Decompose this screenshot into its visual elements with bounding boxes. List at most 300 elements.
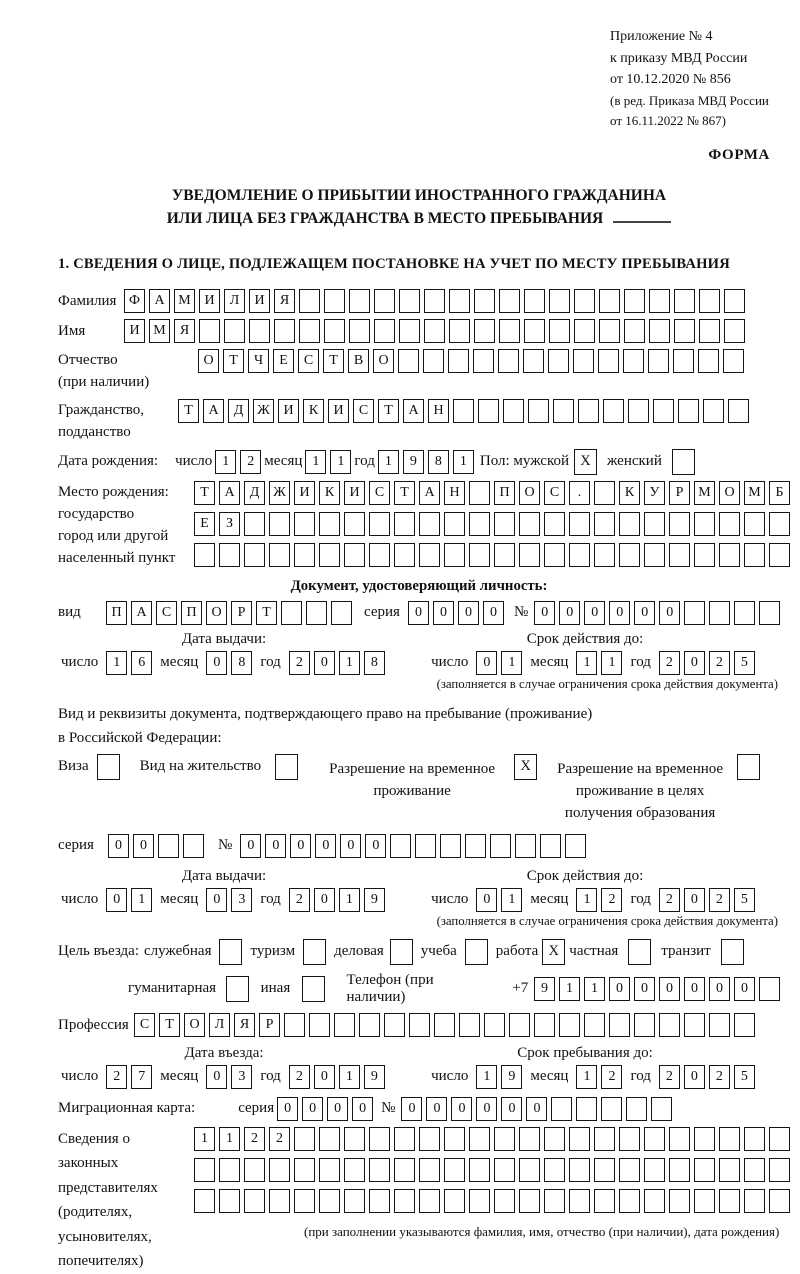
char-box[interactable] <box>444 1127 465 1151</box>
char-box[interactable] <box>399 289 420 313</box>
char-box[interactable] <box>619 1158 640 1182</box>
char-box[interactable]: З <box>219 512 240 536</box>
char-box[interactable]: 2 <box>269 1127 290 1151</box>
char-box[interactable] <box>524 319 545 343</box>
char-box[interactable]: 0 <box>433 601 454 625</box>
char-box[interactable] <box>444 512 465 536</box>
char-box[interactable] <box>284 1013 305 1037</box>
char-box[interactable]: 0 <box>609 601 630 625</box>
char-box[interactable]: 1 <box>330 450 351 474</box>
char-box[interactable] <box>440 834 461 858</box>
char-box[interactable] <box>474 289 495 313</box>
char-box[interactable] <box>699 319 720 343</box>
char-box[interactable]: Ч <box>248 349 269 373</box>
char-box[interactable] <box>624 319 645 343</box>
char-box[interactable] <box>269 512 290 536</box>
char-box[interactable]: 0 <box>501 1097 522 1121</box>
char-box[interactable] <box>549 319 570 343</box>
char-box[interactable] <box>544 1158 565 1182</box>
char-box[interactable] <box>299 319 320 343</box>
char-box[interactable] <box>369 1158 390 1182</box>
char-box[interactable]: 0 <box>314 651 335 675</box>
char-box[interactable]: 0 <box>327 1097 348 1121</box>
char-box[interactable]: 2 <box>601 1065 622 1089</box>
char-box[interactable]: А <box>219 481 240 505</box>
char-box[interactable] <box>309 1013 330 1037</box>
char-box[interactable] <box>744 1158 765 1182</box>
char-box[interactable] <box>598 349 619 373</box>
char-box[interactable] <box>419 1158 440 1182</box>
char-box[interactable] <box>759 977 780 1001</box>
char-box[interactable] <box>394 1127 415 1151</box>
char-box[interactable]: 0 <box>451 1097 472 1121</box>
char-box[interactable]: К <box>619 481 640 505</box>
char-box[interactable]: 1 <box>576 1065 597 1089</box>
char-box[interactable] <box>434 1013 455 1037</box>
char-box[interactable]: 0 <box>634 977 655 1001</box>
char-box[interactable] <box>349 319 370 343</box>
char-box[interactable] <box>669 543 690 567</box>
char-box[interactable] <box>384 1013 405 1037</box>
char-box[interactable] <box>719 543 740 567</box>
char-box[interactable] <box>294 512 315 536</box>
char-box[interactable] <box>224 319 245 343</box>
char-box[interactable] <box>498 349 519 373</box>
char-box[interactable]: 1 <box>584 977 605 1001</box>
char-box[interactable]: 5 <box>734 888 755 912</box>
char-box[interactable]: 9 <box>364 888 385 912</box>
char-box[interactable] <box>769 543 790 567</box>
option-visa-checkbox[interactable] <box>97 754 120 780</box>
char-box[interactable] <box>359 1013 380 1037</box>
char-box[interactable] <box>634 1013 655 1037</box>
char-box[interactable]: А <box>203 399 224 423</box>
char-box[interactable]: Я <box>274 289 295 313</box>
char-box[interactable]: 0 <box>559 601 580 625</box>
char-box[interactable]: Ф <box>124 289 145 313</box>
char-box[interactable] <box>453 399 474 423</box>
char-box[interactable]: Р <box>231 601 252 625</box>
char-box[interactable]: С <box>298 349 319 373</box>
char-box[interactable]: 1 <box>305 450 326 474</box>
char-box[interactable]: О <box>198 349 219 373</box>
char-box[interactable] <box>553 399 574 423</box>
char-box[interactable] <box>469 512 490 536</box>
char-box[interactable] <box>344 1127 365 1151</box>
char-box[interactable] <box>294 1189 315 1213</box>
char-box[interactable]: Р <box>259 1013 280 1037</box>
char-box[interactable] <box>499 289 520 313</box>
char-box[interactable]: . <box>569 481 590 505</box>
char-box[interactable] <box>669 1189 690 1213</box>
char-box[interactable]: 0 <box>659 601 680 625</box>
char-box[interactable] <box>744 543 765 567</box>
char-box[interactable]: 0 <box>458 601 479 625</box>
char-box[interactable] <box>724 289 745 313</box>
char-box[interactable] <box>194 543 215 567</box>
char-box[interactable]: 0 <box>108 834 129 858</box>
char-box[interactable]: 0 <box>476 888 497 912</box>
char-box[interactable] <box>599 289 620 313</box>
char-box[interactable] <box>594 512 615 536</box>
char-box[interactable]: 0 <box>709 977 730 1001</box>
char-box[interactable] <box>519 1158 540 1182</box>
char-box[interactable] <box>394 512 415 536</box>
char-box[interactable]: Т <box>194 481 215 505</box>
char-box[interactable] <box>524 289 545 313</box>
char-box[interactable]: О <box>184 1013 205 1037</box>
char-box[interactable] <box>415 834 436 858</box>
char-box[interactable] <box>349 289 370 313</box>
char-box[interactable]: 0 <box>340 834 361 858</box>
char-box[interactable] <box>319 1189 340 1213</box>
char-box[interactable]: П <box>106 601 127 625</box>
char-box[interactable]: 0 <box>684 1065 705 1089</box>
char-box[interactable]: П <box>494 481 515 505</box>
char-box[interactable]: 2 <box>659 651 680 675</box>
char-box[interactable] <box>644 1127 665 1151</box>
char-box[interactable] <box>578 399 599 423</box>
char-box[interactable]: 9 <box>364 1065 385 1089</box>
char-box[interactable] <box>669 1127 690 1151</box>
char-box[interactable] <box>423 349 444 373</box>
char-box[interactable] <box>503 399 524 423</box>
char-box[interactable]: 0 <box>302 1097 323 1121</box>
char-box[interactable] <box>674 319 695 343</box>
char-box[interactable] <box>494 1158 515 1182</box>
char-box[interactable]: 2 <box>289 651 310 675</box>
char-box[interactable]: 0 <box>314 888 335 912</box>
char-box[interactable]: Т <box>394 481 415 505</box>
char-box[interactable]: 2 <box>659 1065 680 1089</box>
char-box[interactable] <box>306 601 327 625</box>
char-box[interactable]: Д <box>228 399 249 423</box>
char-box[interactable]: 1 <box>576 888 597 912</box>
char-box[interactable] <box>183 834 204 858</box>
char-box[interactable] <box>390 834 411 858</box>
char-box[interactable] <box>724 319 745 343</box>
char-box[interactable] <box>734 601 755 625</box>
char-box[interactable] <box>319 1158 340 1182</box>
char-box[interactable]: И <box>278 399 299 423</box>
char-box[interactable] <box>551 1097 572 1121</box>
char-box[interactable] <box>569 543 590 567</box>
char-box[interactable] <box>699 289 720 313</box>
char-box[interactable] <box>199 319 220 343</box>
char-box[interactable] <box>576 1097 597 1121</box>
char-box[interactable] <box>619 512 640 536</box>
char-box[interactable]: Т <box>178 399 199 423</box>
char-box[interactable] <box>559 1013 580 1037</box>
char-box[interactable]: 9 <box>501 1065 522 1089</box>
char-box[interactable]: 2 <box>709 1065 730 1089</box>
char-box[interactable] <box>399 319 420 343</box>
char-box[interactable]: 0 <box>684 977 705 1001</box>
char-box[interactable] <box>709 1013 730 1037</box>
char-box[interactable]: Ж <box>253 399 274 423</box>
char-box[interactable]: 0 <box>365 834 386 858</box>
char-box[interactable] <box>569 1127 590 1151</box>
char-box[interactable]: 1 <box>339 888 360 912</box>
char-box[interactable] <box>324 319 345 343</box>
char-box[interactable]: А <box>403 399 424 423</box>
char-box[interactable] <box>344 512 365 536</box>
char-box[interactable] <box>694 1158 715 1182</box>
char-box[interactable] <box>544 543 565 567</box>
char-box[interactable]: 9 <box>403 450 424 474</box>
char-box[interactable]: 0 <box>315 834 336 858</box>
char-box[interactable] <box>469 1127 490 1151</box>
char-box[interactable] <box>244 512 265 536</box>
char-box[interactable] <box>369 1189 390 1213</box>
char-box[interactable]: Е <box>194 512 215 536</box>
char-box[interactable] <box>294 543 315 567</box>
char-box[interactable] <box>519 1127 540 1151</box>
char-box[interactable]: К <box>303 399 324 423</box>
char-box[interactable] <box>719 1158 740 1182</box>
char-box[interactable] <box>744 1127 765 1151</box>
char-box[interactable] <box>269 1189 290 1213</box>
char-box[interactable]: 0 <box>408 601 429 625</box>
char-box[interactable]: М <box>744 481 765 505</box>
char-box[interactable] <box>644 1189 665 1213</box>
purpose-humanitarian-checkbox[interactable] <box>226 976 249 1002</box>
char-box[interactable] <box>449 289 470 313</box>
char-box[interactable] <box>444 1189 465 1213</box>
char-box[interactable] <box>599 319 620 343</box>
char-box[interactable] <box>344 1158 365 1182</box>
char-box[interactable]: 2 <box>601 888 622 912</box>
char-box[interactable] <box>244 543 265 567</box>
char-box[interactable]: Б <box>769 481 790 505</box>
char-box[interactable] <box>219 1158 240 1182</box>
char-box[interactable] <box>649 319 670 343</box>
char-box[interactable]: 0 <box>476 1097 497 1121</box>
char-box[interactable]: А <box>131 601 152 625</box>
char-box[interactable]: К <box>319 481 340 505</box>
char-box[interactable] <box>644 512 665 536</box>
char-box[interactable]: 1 <box>476 1065 497 1089</box>
char-box[interactable]: 5 <box>734 1065 755 1089</box>
char-box[interactable] <box>594 481 615 505</box>
char-box[interactable] <box>574 289 595 313</box>
char-box[interactable]: А <box>419 481 440 505</box>
char-box[interactable] <box>419 543 440 567</box>
purpose-other-checkbox[interactable] <box>302 976 325 1002</box>
char-box[interactable] <box>409 1013 430 1037</box>
char-box[interactable] <box>594 543 615 567</box>
char-box[interactable] <box>473 349 494 373</box>
char-box[interactable]: 0 <box>734 977 755 1001</box>
char-box[interactable] <box>515 834 536 858</box>
char-box[interactable]: Н <box>428 399 449 423</box>
char-box[interactable]: 1 <box>106 651 127 675</box>
char-box[interactable]: И <box>199 289 220 313</box>
char-box[interactable] <box>528 399 549 423</box>
char-box[interactable] <box>769 1189 790 1213</box>
char-box[interactable] <box>644 1158 665 1182</box>
char-box[interactable]: П <box>181 601 202 625</box>
char-box[interactable] <box>728 399 749 423</box>
option-residence-permit-checkbox[interactable] <box>275 754 298 780</box>
char-box[interactable] <box>659 1013 680 1037</box>
char-box[interactable]: 0 <box>476 651 497 675</box>
char-box[interactable] <box>244 1189 265 1213</box>
char-box[interactable] <box>419 1127 440 1151</box>
char-box[interactable]: Ж <box>269 481 290 505</box>
char-box[interactable] <box>669 512 690 536</box>
char-box[interactable] <box>694 512 715 536</box>
char-box[interactable] <box>459 1013 480 1037</box>
char-box[interactable] <box>499 319 520 343</box>
char-box[interactable] <box>299 289 320 313</box>
option-temp-residence-education-checkbox[interactable] <box>737 754 760 780</box>
char-box[interactable] <box>674 289 695 313</box>
char-box[interactable] <box>651 1097 672 1121</box>
char-box[interactable]: О <box>519 481 540 505</box>
char-box[interactable] <box>719 512 740 536</box>
char-box[interactable] <box>474 319 495 343</box>
char-box[interactable]: 1 <box>219 1127 240 1151</box>
option-temp-residence-checkbox[interactable]: X <box>514 754 537 780</box>
char-box[interactable] <box>769 1158 790 1182</box>
char-box[interactable]: 2 <box>289 1065 310 1089</box>
char-box[interactable] <box>294 1158 315 1182</box>
char-box[interactable] <box>344 1189 365 1213</box>
char-box[interactable] <box>194 1189 215 1213</box>
char-box[interactable] <box>344 543 365 567</box>
char-box[interactable] <box>594 1158 615 1182</box>
char-box[interactable]: 8 <box>364 651 385 675</box>
char-box[interactable]: О <box>206 601 227 625</box>
char-box[interactable] <box>548 349 569 373</box>
char-box[interactable] <box>469 481 490 505</box>
char-box[interactable] <box>594 1127 615 1151</box>
sex-female-checkbox[interactable] <box>672 449 695 475</box>
char-box[interactable] <box>519 543 540 567</box>
char-box[interactable] <box>709 601 730 625</box>
char-box[interactable]: С <box>369 481 390 505</box>
char-box[interactable] <box>673 349 694 373</box>
char-box[interactable] <box>569 1189 590 1213</box>
char-box[interactable] <box>281 601 302 625</box>
char-box[interactable] <box>584 1013 605 1037</box>
char-box[interactable] <box>734 1013 755 1037</box>
char-box[interactable]: 1 <box>339 651 360 675</box>
char-box[interactable]: 1 <box>215 450 236 474</box>
char-box[interactable] <box>626 1097 647 1121</box>
char-box[interactable] <box>619 1189 640 1213</box>
char-box[interactable] <box>544 1127 565 1151</box>
char-box[interactable] <box>319 1127 340 1151</box>
char-box[interactable] <box>319 543 340 567</box>
char-box[interactable]: 0 <box>584 601 605 625</box>
char-box[interactable] <box>569 1158 590 1182</box>
char-box[interactable] <box>269 543 290 567</box>
char-box[interactable] <box>519 1189 540 1213</box>
char-box[interactable] <box>694 543 715 567</box>
char-box[interactable]: У <box>644 481 665 505</box>
char-box[interactable] <box>319 512 340 536</box>
char-box[interactable] <box>653 399 674 423</box>
char-box[interactable]: Т <box>256 601 277 625</box>
char-box[interactable]: 0 <box>206 651 227 675</box>
char-box[interactable] <box>494 512 515 536</box>
char-box[interactable]: 0 <box>240 834 261 858</box>
char-box[interactable] <box>369 543 390 567</box>
char-box[interactable]: 1 <box>453 450 474 474</box>
char-box[interactable]: 0 <box>634 601 655 625</box>
char-box[interactable] <box>369 512 390 536</box>
char-box[interactable] <box>619 1127 640 1151</box>
char-box[interactable] <box>694 1127 715 1151</box>
char-box[interactable]: И <box>344 481 365 505</box>
char-box[interactable] <box>369 1127 390 1151</box>
char-box[interactable]: С <box>544 481 565 505</box>
char-box[interactable] <box>609 1013 630 1037</box>
char-box[interactable] <box>649 289 670 313</box>
char-box[interactable] <box>244 1158 265 1182</box>
char-box[interactable]: 0 <box>659 977 680 1001</box>
char-box[interactable] <box>623 349 644 373</box>
char-box[interactable] <box>723 349 744 373</box>
char-box[interactable] <box>494 1127 515 1151</box>
char-box[interactable] <box>324 289 345 313</box>
char-box[interactable] <box>569 512 590 536</box>
char-box[interactable]: 0 <box>534 601 555 625</box>
char-box[interactable]: Т <box>378 399 399 423</box>
char-box[interactable] <box>628 399 649 423</box>
char-box[interactable] <box>523 349 544 373</box>
char-box[interactable]: 3 <box>231 888 252 912</box>
char-box[interactable] <box>444 543 465 567</box>
char-box[interactable]: Т <box>323 349 344 373</box>
char-box[interactable]: 0 <box>133 834 154 858</box>
char-box[interactable] <box>534 1013 555 1037</box>
char-box[interactable] <box>644 543 665 567</box>
char-box[interactable]: 5 <box>734 651 755 675</box>
char-box[interactable]: Я <box>174 319 195 343</box>
char-box[interactable]: Л <box>209 1013 230 1037</box>
char-box[interactable]: 2 <box>709 651 730 675</box>
char-box[interactable]: Т <box>223 349 244 373</box>
char-box[interactable] <box>448 349 469 373</box>
char-box[interactable]: О <box>373 349 394 373</box>
char-box[interactable]: 0 <box>352 1097 373 1121</box>
char-box[interactable]: 2 <box>659 888 680 912</box>
char-box[interactable] <box>603 399 624 423</box>
char-box[interactable] <box>624 289 645 313</box>
char-box[interactable]: 8 <box>231 651 252 675</box>
char-box[interactable] <box>331 601 352 625</box>
char-box[interactable]: 0 <box>314 1065 335 1089</box>
char-box[interactable]: 1 <box>501 651 522 675</box>
char-box[interactable] <box>540 834 561 858</box>
char-box[interactable] <box>394 1189 415 1213</box>
char-box[interactable]: А <box>149 289 170 313</box>
char-box[interactable]: 0 <box>290 834 311 858</box>
char-box[interactable]: 1 <box>601 651 622 675</box>
char-box[interactable] <box>490 834 511 858</box>
char-box[interactable] <box>719 1127 740 1151</box>
char-box[interactable] <box>744 1189 765 1213</box>
char-box[interactable]: Т <box>159 1013 180 1037</box>
char-box[interactable] <box>374 319 395 343</box>
char-box[interactable]: 1 <box>501 888 522 912</box>
char-box[interactable] <box>703 399 724 423</box>
char-box[interactable] <box>519 512 540 536</box>
char-box[interactable]: 2 <box>106 1065 127 1089</box>
